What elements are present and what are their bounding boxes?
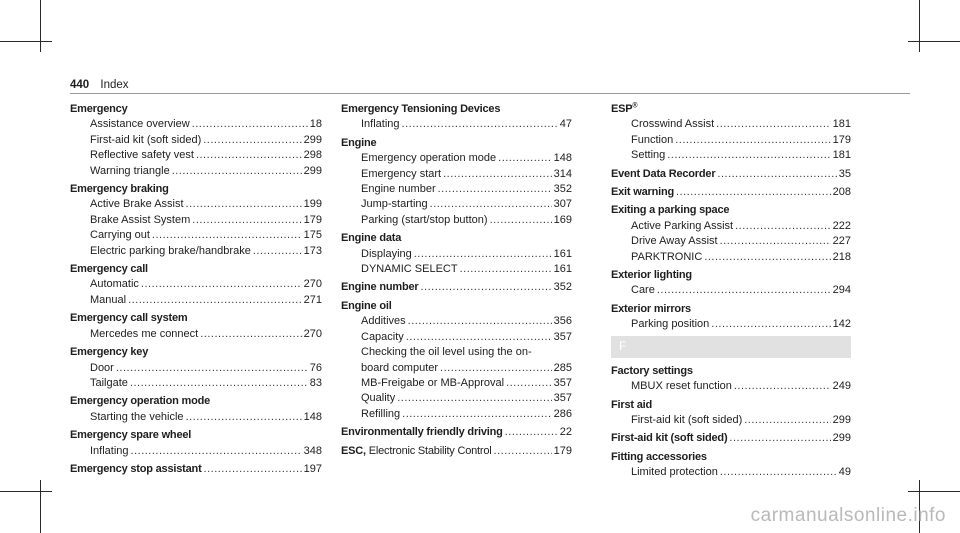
section-name: Index (100, 79, 129, 91)
index-term (341, 136, 572, 151)
index-subentry-text: Drive Away Assist (631, 235, 718, 248)
crop-mark (40, 0, 41, 52)
header-rule (70, 93, 910, 94)
dot-leader (438, 182, 552, 197)
index-term (341, 425, 503, 440)
dot-leader (128, 293, 302, 308)
dot-leader (420, 280, 551, 295)
index-term (611, 302, 851, 317)
crop-mark (919, 0, 920, 52)
index-term-text: Engine oil (341, 299, 392, 312)
page-ref[interactable]: 179 (832, 133, 851, 146)
index-entry (341, 425, 572, 440)
index-term-text: Fitting accessories (611, 450, 707, 463)
index-term (341, 231, 572, 246)
index-entry (70, 394, 322, 425)
index-entry-row[interactable] (341, 280, 572, 295)
index-term (341, 102, 572, 117)
page-ref[interactable]: 298 (303, 149, 322, 162)
index-term (611, 203, 851, 218)
dot-leader (729, 431, 830, 446)
page-ref[interactable]: 208 (832, 186, 851, 199)
page-number: 440 (70, 79, 90, 91)
index-subentry[interactable] (341, 391, 572, 406)
page-ref[interactable]: 148 (303, 410, 322, 423)
index-subentry-text: Displaying (361, 247, 412, 260)
index-entry (611, 431, 851, 446)
dot-leader (152, 228, 302, 243)
page-ref[interactable]: 348 (303, 444, 322, 457)
index-entry (611, 167, 851, 182)
index-term-text: Exterior mirrors (611, 302, 691, 315)
index-term-text: Emergency operation mode (70, 395, 211, 408)
index-term-text: Exterior lighting (611, 269, 692, 282)
index-subentry[interactable] (341, 262, 572, 277)
index-subentry-text: First-aid kit (soft sided) (90, 133, 202, 146)
page-ref[interactable]: 218 (832, 250, 851, 263)
index-column-1 (70, 102, 322, 480)
index-term (341, 280, 418, 295)
index-term-text: Environmentally friendly driving (341, 426, 503, 439)
page-ref[interactable]: 299 (303, 133, 322, 146)
page-ref[interactable]: 199 (303, 198, 322, 211)
dot-leader (506, 376, 552, 391)
page-ref[interactable]: 270 (303, 327, 322, 340)
page-ref[interactable]: 76 (309, 361, 322, 374)
index-term-text: Engine number (341, 281, 419, 294)
index-term (70, 345, 322, 360)
index-subentry-text: Mercedes me connect (90, 327, 199, 340)
index-term (611, 450, 851, 465)
index-term (70, 262, 322, 277)
page-ref[interactable]: 285 (553, 361, 572, 374)
index-subentry[interactable] (70, 327, 322, 342)
index-column-3 (611, 102, 851, 484)
index-subentry[interactable] (341, 213, 572, 228)
page-ref[interactable]: 22 (559, 426, 572, 439)
page-ref[interactable]: 169 (553, 213, 572, 226)
index-entry (611, 450, 851, 481)
index-subentry-text: Warning triangle (90, 164, 170, 177)
index-term-text: Factory settings (611, 364, 693, 377)
page-ref[interactable]: 161 (553, 247, 572, 260)
index-term-text: Emergency stop assistant (70, 462, 202, 475)
index-entry (70, 345, 322, 391)
index-subentry[interactable] (611, 317, 851, 332)
dot-leader (430, 197, 552, 212)
index-entry (341, 231, 572, 277)
index-subentry[interactable] (341, 151, 572, 166)
index-entry (611, 398, 851, 429)
index-term (70, 311, 322, 326)
index-term (70, 428, 322, 443)
index-subentry[interactable] (611, 465, 851, 480)
index-subentry-text: Tailgate (90, 376, 128, 389)
index-subentry-text: Automatic (90, 278, 139, 291)
page-ref[interactable]: 173 (303, 244, 322, 257)
dot-leader (735, 219, 831, 234)
dot-leader (657, 283, 831, 298)
dot-leader (443, 167, 552, 182)
dot-leader (131, 444, 302, 459)
page-header (70, 79, 129, 91)
dot-leader (704, 250, 830, 265)
dot-leader (494, 444, 552, 459)
index-entry (611, 203, 851, 265)
page-ref[interactable]: 181 (832, 149, 851, 162)
page-ref[interactable]: 299 (832, 413, 851, 426)
index-term-text: Emergency key (70, 346, 149, 359)
index-term-text: ESP (611, 103, 633, 115)
index-term-text: Emergency braking (70, 183, 169, 196)
index-subentry-text: DYNAMIC SELECT (361, 263, 458, 276)
index-subentry-text: board computer (361, 361, 439, 374)
crop-mark (0, 41, 52, 42)
dot-leader (676, 185, 831, 200)
index-subentry[interactable] (611, 413, 851, 428)
dot-leader (711, 317, 830, 332)
index-subentry[interactable] (341, 197, 572, 212)
dot-leader (397, 391, 551, 406)
page-ref[interactable]: 179 (303, 213, 322, 226)
index-term (70, 102, 322, 117)
dot-leader (200, 327, 301, 342)
page-ref[interactable]: 227 (832, 235, 851, 248)
index-entry (341, 444, 572, 459)
index-entry (611, 268, 851, 299)
index-subentry[interactable] (70, 410, 322, 425)
page-ref[interactable]: 49 (838, 466, 851, 479)
index-column-2 (341, 102, 572, 462)
index-term (341, 299, 572, 314)
index-term (341, 444, 492, 459)
dot-leader (192, 213, 301, 228)
index-subentry-text: Quality (361, 392, 396, 405)
index-term (611, 268, 851, 283)
watermark: carmanualsonline.info (750, 505, 946, 526)
dot-leader (414, 247, 552, 262)
index-term-rest: Electronic Stability Control (365, 444, 492, 457)
crop-mark (40, 480, 41, 533)
index-subentry[interactable] (70, 376, 322, 391)
index-subentry[interactable] (341, 314, 572, 329)
dot-leader (186, 410, 302, 425)
dot-leader (490, 213, 552, 228)
index-term (611, 185, 674, 200)
index-subentry[interactable] (611, 219, 851, 234)
index-subentry[interactable] (611, 148, 851, 163)
index-term (70, 394, 322, 409)
index-entry (70, 428, 322, 459)
dot-leader (186, 197, 302, 212)
dot-leader (402, 407, 552, 422)
index-term (70, 182, 322, 197)
index-subentry-text: Active Parking Assist (631, 219, 734, 232)
index-subentry[interactable] (611, 250, 851, 265)
index-entry (341, 299, 572, 422)
index-entry (611, 102, 851, 164)
dot-leader (408, 314, 552, 329)
page-ref[interactable]: 270 (303, 278, 322, 291)
page-ref[interactable]: 142 (832, 318, 851, 331)
index-subentry-text: Assistance overview (90, 118, 190, 131)
index-subentry-text: MB-Freigabe or MB-Approval (361, 376, 505, 389)
section-letter-bar (611, 336, 851, 358)
index-entry (341, 136, 572, 228)
section-letter: F (619, 338, 627, 353)
index-subentry[interactable] (341, 247, 572, 262)
dot-leader (505, 425, 558, 440)
index-subentry[interactable] (341, 376, 572, 391)
dot-leader (402, 117, 558, 132)
index-term-text: Emergency Tensioning Devices (341, 103, 501, 115)
index-subentry-text: Checking the oil level using the on- (361, 346, 532, 359)
index-subentry-text: Emergency start (361, 167, 442, 180)
dot-leader (141, 277, 302, 292)
index-entry-row[interactable] (611, 185, 851, 200)
index-subentry-text: Refilling (361, 407, 401, 420)
index-subentry[interactable] (611, 234, 851, 249)
page-ref[interactable]: 249 (832, 380, 851, 393)
index-term (611, 167, 715, 182)
index-term (611, 102, 851, 117)
page-ref[interactable]: 161 (553, 263, 572, 276)
page-ref[interactable]: 181 (832, 118, 851, 131)
page-ref[interactable]: 35 (838, 167, 851, 180)
index-subentry[interactable] (70, 277, 322, 292)
index-entry (70, 462, 322, 477)
index-subentry-text: Care (631, 284, 655, 297)
index-entry (341, 102, 572, 133)
index-subentry-text: Brake Assist System (90, 213, 191, 226)
index-entry (70, 102, 322, 179)
index-subentry-text: Active Brake Assist (90, 198, 184, 211)
index-term-text: Exit warning (611, 186, 674, 199)
index-subentry-text: Manual (90, 293, 127, 306)
dot-leader (204, 462, 302, 477)
index-subentry[interactable] (341, 407, 572, 422)
page-ref[interactable]: 357 (553, 376, 572, 389)
index-entry (611, 302, 851, 333)
page-ref[interactable]: 307 (553, 198, 572, 211)
index-subentry-text: Reflective safety vest (90, 149, 194, 162)
page-ref[interactable]: 222 (832, 219, 851, 232)
dot-leader (716, 117, 831, 132)
index-subentry-text: Starting the vehicle (90, 410, 184, 423)
page-ref[interactable]: 175 (303, 229, 322, 242)
dot-leader (667, 148, 830, 163)
index-subentry[interactable] (341, 167, 572, 182)
index-subentry[interactable] (70, 148, 322, 163)
index-subentry-text: Capacity (361, 330, 404, 343)
index-subentry-text: Parking (start/stop button) (361, 213, 488, 226)
index-subentry-text: Emergency operation mode (361, 152, 497, 165)
crop-mark (908, 491, 960, 492)
registered-mark: ® (632, 102, 638, 110)
index-subentry[interactable] (611, 117, 851, 132)
index-subentry-text: Inflating (90, 444, 129, 457)
dot-leader (130, 376, 308, 391)
dot-leader (734, 379, 831, 394)
index-entry-row[interactable] (341, 444, 572, 459)
page-ref[interactable]: 286 (553, 407, 572, 420)
dot-leader (192, 117, 308, 132)
index-subentry-text: Door (90, 361, 114, 374)
dot-leader (744, 413, 830, 428)
dot-leader (196, 148, 302, 163)
index-subentry-text: PARKTRONIC (631, 250, 703, 263)
index-subentry[interactable] (70, 164, 322, 179)
index-subentry-text: Setting (631, 149, 666, 162)
index-subentry-text: Function (631, 133, 674, 146)
page-ref[interactable]: 357 (553, 392, 572, 405)
index-subentry[interactable] (341, 117, 572, 132)
index-subentry-text: MBUX reset function (631, 380, 732, 393)
index-entry-row[interactable] (70, 462, 322, 477)
page-ref[interactable]: 83 (309, 376, 322, 389)
index-subentry[interactable] (611, 133, 851, 148)
index-term-text: Engine (341, 136, 377, 149)
index-term-text: Emergency (70, 103, 128, 115)
page-ref[interactable]: 314 (553, 167, 572, 180)
crop-mark (0, 491, 52, 492)
index-entry (70, 262, 322, 308)
page-ref[interactable]: 18 (309, 118, 322, 131)
index-subentry[interactable] (70, 133, 322, 148)
index-subentry[interactable] (341, 182, 572, 197)
index-subentry-text: Additives (361, 315, 406, 328)
index-term-text: First-aid kit (soft sided) (611, 432, 728, 445)
dot-leader (406, 330, 552, 345)
dot-leader (717, 167, 836, 182)
index-entry-row[interactable] (611, 431, 851, 446)
index-entry-row[interactable] (341, 425, 572, 440)
index-entry (70, 311, 322, 342)
index-subentry-text: Electric parking brake/handbrake (90, 244, 251, 257)
dot-leader (253, 244, 302, 259)
index-term (611, 364, 851, 379)
index-entry-row[interactable] (611, 167, 851, 182)
index-subentry-text: First-aid kit (soft sided) (631, 413, 743, 426)
index-entry (611, 364, 851, 395)
dot-leader (720, 234, 831, 249)
index-subentry-text: Jump-starting (361, 198, 428, 211)
index-subentry[interactable] (70, 228, 322, 243)
index-term (70, 462, 202, 477)
index-subentry[interactable] (611, 379, 851, 394)
page-ref[interactable]: 357 (553, 330, 572, 343)
page-ref[interactable]: 271 (303, 293, 322, 306)
index-subentry[interactable] (611, 283, 851, 298)
page-ref[interactable]: 352 (553, 183, 572, 196)
index-subentry-text: Inflating (361, 118, 400, 131)
dot-leader (440, 361, 552, 376)
index-entry (611, 185, 851, 200)
dot-leader (720, 465, 837, 480)
index-subentry[interactable] (70, 293, 322, 308)
page-ref[interactable]: 294 (832, 284, 851, 297)
page-ref[interactable]: 352 (553, 281, 572, 294)
crop-mark (908, 41, 960, 42)
index-subentry-text: Parking position (631, 318, 710, 331)
dot-leader (116, 361, 308, 376)
index-term (611, 398, 851, 413)
page-ref[interactable]: 299 (832, 432, 851, 445)
index-term-text: Emergency spare wheel (70, 429, 192, 442)
index-term (611, 431, 727, 446)
dot-leader (460, 262, 552, 277)
index-term-text: Emergency call system (70, 312, 188, 325)
index-entry (341, 280, 572, 295)
index-subentry[interactable] (70, 213, 322, 228)
dot-leader (203, 133, 301, 148)
index-term-text: Event Data Recorder (611, 167, 716, 180)
page-ref[interactable]: 148 (553, 152, 572, 165)
index-subentry[interactable] (70, 244, 322, 259)
index-subentry-text: Crosswind Assist (631, 118, 715, 131)
index-term-text: Emergency call (70, 263, 148, 276)
index-subentry-text: Limited protection (631, 466, 718, 479)
dot-leader (675, 133, 830, 148)
page-ref[interactable]: 179 (553, 444, 572, 457)
index-term-text: ESC, (341, 444, 366, 457)
dot-leader (172, 164, 302, 179)
index-term-text: First aid (611, 398, 652, 411)
index-subentry-text: Carrying out (90, 229, 150, 242)
page-ref[interactable]: 356 (553, 315, 572, 328)
page-ref[interactable]: 47 (559, 118, 572, 131)
index-subentry[interactable] (70, 361, 322, 376)
index-term-text: Exiting a parking space (611, 204, 730, 217)
index-subentry[interactable] (70, 444, 322, 459)
index-term-text: Engine data (341, 232, 402, 245)
dot-leader (498, 151, 552, 166)
page-ref[interactable]: 299 (303, 164, 322, 177)
index-subentry[interactable] (341, 361, 572, 376)
index-subentry[interactable] (70, 197, 322, 212)
index-subentry-text: Engine number (361, 183, 436, 196)
index-entry (70, 182, 322, 259)
page-ref[interactable]: 197 (303, 462, 322, 475)
index-subentry[interactable] (70, 117, 322, 132)
index-subentry[interactable] (341, 330, 572, 345)
